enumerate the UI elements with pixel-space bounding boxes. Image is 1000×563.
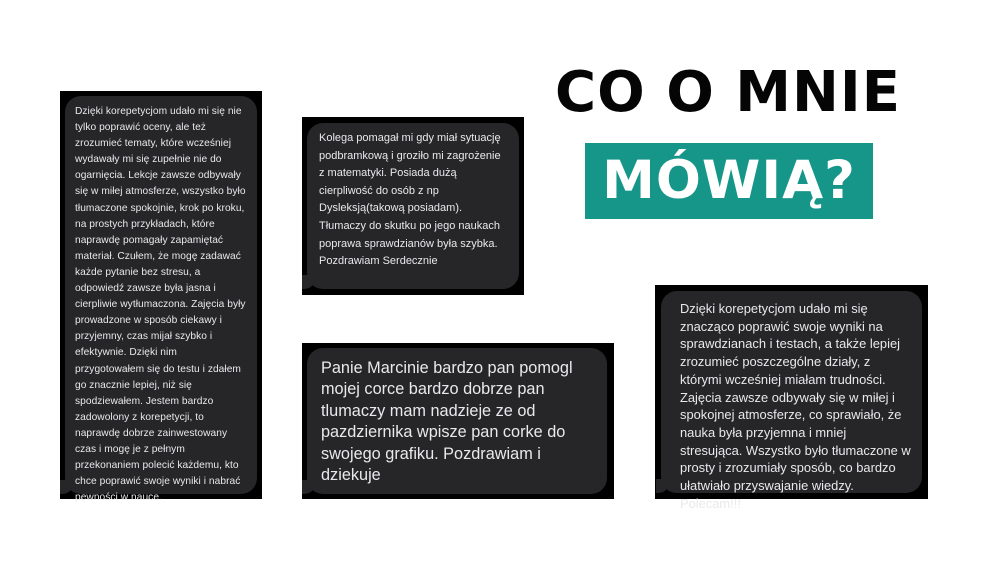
testimonial-card-1 <box>60 91 262 504</box>
message-bubble <box>307 348 607 494</box>
page-title: CO O MNIE <box>555 60 901 125</box>
testimonial-card-2 <box>302 117 524 295</box>
title-highlight-box <box>585 143 873 219</box>
message-bubble <box>65 96 257 504</box>
message-bubble <box>661 291 922 511</box>
testimonial-text: Kolega pomagał mi gdy miał sytuację podbramkową i groziło mi zagrożenie z matematyki. Posiada dużą cierpliwość do osób z np Dysleksją(takową posiadam). Tłumaczy do skutku po jego naukach poprawa sprawdzianów była szybka. Pozdrawiam Serdecznie <box>319 132 501 268</box>
testimonial-card-4 <box>655 285 928 511</box>
testimonial-card-3 <box>302 343 614 499</box>
testimonial-text: Dzięki korepetycjom udało mi się znacząco poprawić swoje wyniki na sprawdzianach i testach, a także lepiej zrozumieć poszczególne działy, z którymi wcześniej miałam trudności. Zajęcia zawsze odbywały się w miłej i spokojnej atmosferze, co sprawiało, że nauka była przyjemna i mniej stresująca. Wszystko było tłumaczone w prosty i zrozumiały sposób, co bardzo ułatwiało przyswajanie wiedzy. Polecam!!! <box>680 301 911 511</box>
testimonial-text: Panie Marcinie bardzo pan pomogl mojej corce bardzo dobrze pan tlumaczy mam nadzieje ze od pazdziernika wpisze pan corke do swojego grafiku. Pozdrawiam i dziekuje <box>321 359 573 485</box>
page-title-highlight: MÓWIĄ? <box>602 150 856 211</box>
testimonial-text: Dzięki korepetycjom udało mi się nie tylko poprawić oceny, ale też zrozumieć tematy, które wcześniej wydawały mi się zupełnie nie do ogarnięcia. Lekcje zawsze odbywały się w miłej atmosferze, wszystko było tłumaczone spokojnie, krok po kroku, na prostych przykładach, które naprawdę pomagały zapamiętać materiał. Czułem, że mogę zadawać każde pytanie bez stresu, a odpowiedź zawsze była jasna i cierpliwie wytłumaczona. Zajęcia były prowadzone w sposób ciekawy i przyjemny, czas mijał szybko i efektywnie. Dzięki nim przygotowałem się do testu i zdałem go znacznie lepiej, niż się spodziewałem. Jestem bardzo zadowolony z korepetycji, to naprawdę dobrze zainwestowany czas i mogę je z pełnym przekonaniem polecić każdemu, kto chce poprawić swoje wyniki i nabrać pewności w nauce. <box>75 106 246 504</box>
message-bubble <box>307 123 519 289</box>
